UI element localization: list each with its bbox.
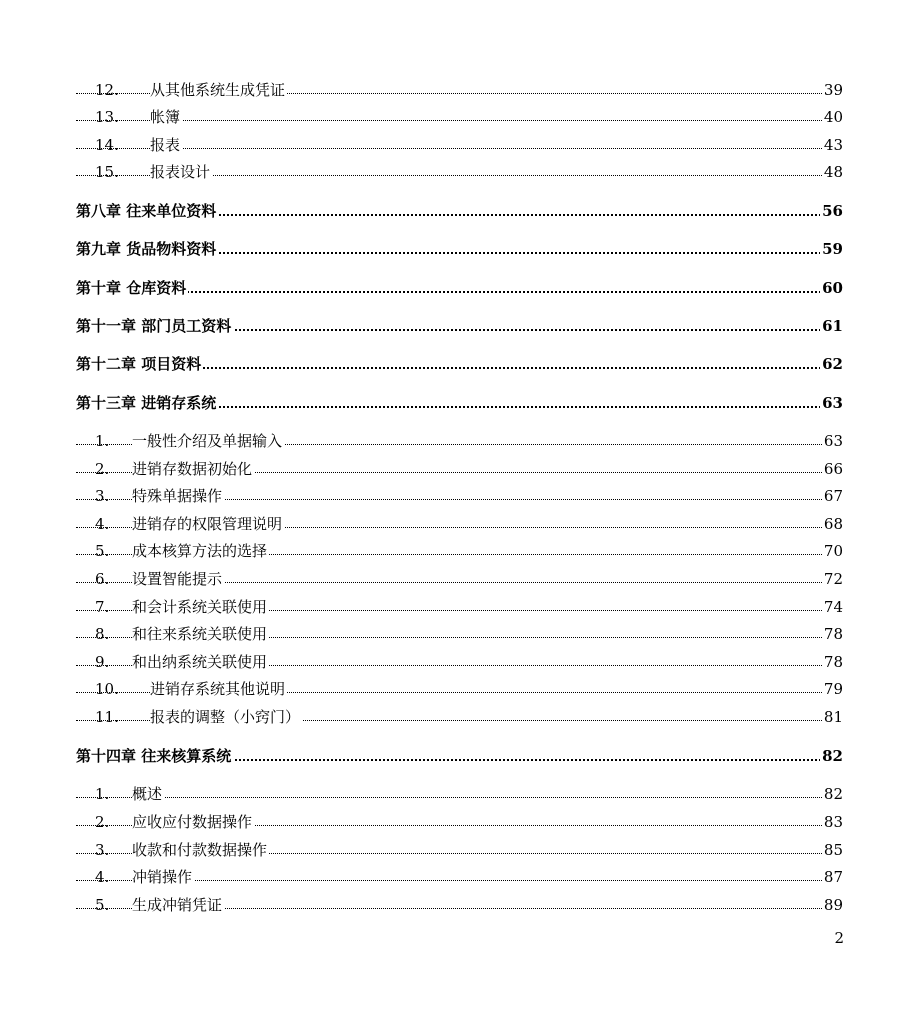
toc-entry-number: 8.: [95, 625, 110, 643]
toc-chapter-14[interactable]: [0, 744, 920, 768]
toc-chapter-title: 第八章 往来单位资料: [76, 199, 218, 223]
toc-entry-page: 87: [822, 865, 843, 889]
toc-chapter-title: 第十四章 往来核算系统: [76, 744, 233, 768]
toc-entry-number: 11.: [95, 708, 119, 726]
toc-chapter-title: 第九章 货品物料资料: [76, 237, 218, 261]
toc-entry-page: 78: [822, 622, 843, 646]
toc-chapter-page: 82: [820, 744, 843, 768]
toc-chapter-title: 第十二章 项目资料: [76, 352, 203, 376]
toc-entry-page: 89: [822, 893, 843, 917]
toc-entry[interactable]: [0, 705, 920, 729]
toc-entry-number: 1.: [95, 785, 110, 803]
toc-chapter-11[interactable]: [0, 314, 920, 338]
toc-chapter-12[interactable]: [0, 352, 920, 376]
toc-entry-title: 概述: [132, 782, 164, 806]
toc-entry[interactable]: [0, 539, 920, 563]
toc-chapter-13[interactable]: [0, 391, 920, 415]
toc-entry-page: 79: [822, 677, 843, 701]
toc-entry-number: 4.: [95, 515, 110, 533]
toc-entry-title: 和会计系统关联使用: [132, 595, 269, 619]
toc-entry[interactable]: [0, 457, 920, 481]
toc-entry-title: 收款和付款数据操作: [132, 838, 269, 862]
dot-leader: [76, 120, 840, 121]
toc-entry[interactable]: [0, 838, 920, 862]
toc-entry-page: 67: [822, 484, 843, 508]
toc-entry-page: 68: [822, 512, 843, 536]
toc-entry-title: 冲销操作: [132, 865, 194, 889]
toc-entry-page: 78: [822, 650, 843, 674]
toc-entry-title: 应收应付数据操作: [132, 810, 254, 834]
toc-chapter-page: 60: [820, 276, 843, 300]
toc-entry-title: 报表设计: [150, 160, 212, 184]
toc-entry-page: 40: [822, 105, 843, 129]
toc-chapter-title: 第十三章 进销存系统: [76, 391, 218, 415]
toc-entry[interactable]: [0, 595, 920, 619]
toc-entry-title: 生成冲销凭证: [132, 893, 224, 917]
toc-entry[interactable]: [0, 782, 920, 806]
toc-entry[interactable]: [0, 512, 920, 536]
toc-entry-page: 39: [822, 78, 843, 102]
toc-entry-title: 报表的调整（小窍门）: [150, 705, 302, 729]
toc-entry-number: 15.: [95, 163, 119, 181]
toc-entry-title: 报表: [150, 133, 182, 157]
toc-entry-page: 81: [822, 705, 843, 729]
toc-entry[interactable]: [0, 160, 920, 184]
toc-entry[interactable]: [0, 622, 920, 646]
toc-entry-title: 帐簿: [150, 105, 182, 129]
toc-entry-page: 70: [822, 539, 843, 563]
toc-entry[interactable]: [0, 810, 920, 834]
toc-entry-title: 特殊单据操作: [132, 484, 224, 508]
toc-chapter-title: 第十一章 部门员工资料: [76, 314, 233, 338]
toc-entry-page: 48: [822, 160, 843, 184]
toc-chapter-9[interactable]: [0, 237, 920, 261]
toc-entry-page: 72: [822, 567, 843, 591]
dot-leader: [76, 291, 840, 293]
toc-entry[interactable]: [0, 567, 920, 591]
toc-chapter-page: 63: [820, 391, 843, 415]
dot-leader: [76, 148, 840, 149]
toc-entry-page: 63: [822, 429, 843, 453]
toc-entry-title: 设置智能提示: [132, 567, 224, 591]
toc-entry[interactable]: [0, 865, 920, 889]
toc-entry-title: 进销存数据初始化: [132, 457, 254, 481]
toc-entry[interactable]: [0, 677, 920, 701]
toc-chapter-page: 59: [820, 237, 843, 261]
toc-entry-title: 一般性介绍及单据输入: [132, 429, 284, 453]
toc-entry-page: 82: [822, 782, 843, 806]
toc-entry-number: 1.: [95, 432, 110, 450]
toc-entry-page: 66: [822, 457, 843, 481]
toc-entry-number: 4.: [95, 868, 110, 886]
toc-entry-title: 进销存的权限管理说明: [132, 512, 284, 536]
toc-chapter-page: 62: [820, 352, 843, 376]
toc-entry-title: 和出纳系统关联使用: [132, 650, 269, 674]
toc-entry-number: 7.: [95, 598, 110, 616]
toc-entry-title: 成本核算方法的选择: [132, 539, 269, 563]
toc-entry[interactable]: [0, 484, 920, 508]
toc-chapter-title: 第十章 仓库资料: [76, 276, 188, 300]
toc-entry-title: 从其他系统生成凭证: [150, 78, 287, 102]
toc-entry-title: 和往来系统关联使用: [132, 622, 269, 646]
toc-entry-number: 14.: [95, 136, 119, 154]
toc-entry-page: 85: [822, 838, 843, 862]
toc-entry[interactable]: [0, 133, 920, 157]
toc-entry-number: 2.: [95, 460, 110, 478]
toc-chapter-8[interactable]: [0, 199, 920, 223]
toc-entry-number: 12.: [95, 81, 119, 99]
toc-chapter-page: 61: [820, 314, 843, 338]
toc-entry-number: 6.: [95, 570, 110, 588]
toc-entry-number: 13.: [95, 108, 119, 126]
toc-entry[interactable]: [0, 893, 920, 917]
toc-entry[interactable]: [0, 650, 920, 674]
toc-entry-page: 74: [822, 595, 843, 619]
toc-entry-number: 10.: [95, 680, 119, 698]
toc-entry-number: 3.: [95, 487, 110, 505]
toc-entry-number: 9.: [95, 653, 110, 671]
toc-entry-number: 5.: [95, 542, 110, 560]
dot-leader: [76, 797, 840, 798]
page-number: 2: [834, 929, 844, 947]
toc-entry[interactable]: [0, 105, 920, 129]
toc-entry-page: 43: [822, 133, 843, 157]
toc-entry-number: 5.: [95, 896, 110, 914]
toc-entry[interactable]: [0, 429, 920, 453]
toc-entry[interactable]: [0, 78, 920, 102]
toc-entry-title: 进销存系统其他说明: [150, 677, 287, 701]
toc-entry-number: 2.: [95, 813, 110, 831]
toc-chapter-page: 56: [820, 199, 843, 223]
toc-entry-number: 3.: [95, 841, 110, 859]
toc-chapter-10[interactable]: [0, 276, 920, 300]
toc-entry-page: 83: [822, 810, 843, 834]
